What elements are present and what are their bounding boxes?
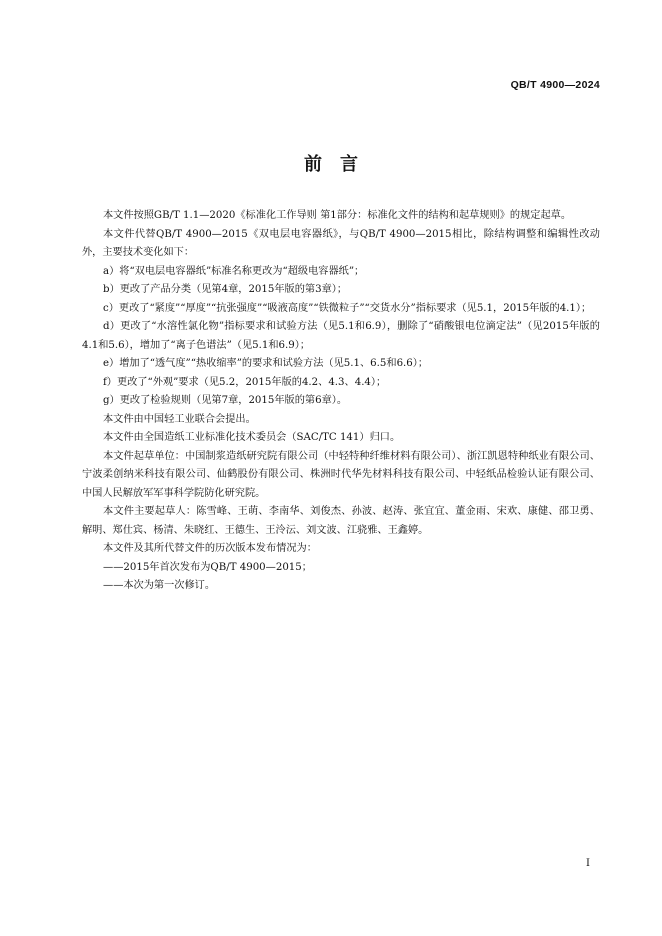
change-item-b: b）更改了产品分类（见第4章，2015年版的第3章）； xyxy=(103,284,348,295)
change-item-f: f）更改了“外观”要求（见5.2，2015年版的4.2、4.3、4.4）； xyxy=(103,376,387,388)
change-item-a: a）将“双电层电容器纸”标准名称更改为“超级电容器纸”； xyxy=(103,265,365,277)
page-title: 前 言 xyxy=(304,154,358,175)
paragraph-committee: 本文件由全国造纸工业标准化技术委员会（SAC/TC 141）归口。 xyxy=(103,432,401,443)
paragraph-drafting-rules: 本文件按照GB/T 1.1—2020《标准化工作导则 第1部分：标准化文件的结构和起草规则》的规定起草。 xyxy=(103,210,572,221)
change-item-e: e）增加了“透气度”“热收缩率”的要求和试验方法（见5.1、6.5和6.6）； xyxy=(103,358,429,369)
change-item-c: c）更改了“紧度”“厚度”“抗张强度”“吸液高度”“铁微粒子”“交货水分”指标要求（见5.1，2015年版的4.1）； xyxy=(103,302,592,314)
paragraph-replacement: 本文件代替QB/T 4900—2015《双电层电容器纸》，与QB/T 4900—2015相比，除结构调整和编辑性改动外，主要技术变化如下： xyxy=(82,228,600,258)
paragraph-proposer: 本文件由中国轻工业联合会提出。 xyxy=(103,413,256,425)
change-item-g: g）更改了检验规则（见第7章，2015年版的第6章）。 xyxy=(103,395,348,406)
history-item-2015: ——2015年首次发布为QB/T 4900—2015； xyxy=(103,561,312,573)
page-number: I xyxy=(586,858,590,869)
foreword-body xyxy=(82,207,600,596)
paragraph-history-intro: 本文件及其所代替文件的历次版本发布情况为： xyxy=(103,543,317,554)
history-item-current: ——本次为第一次修订。 xyxy=(103,580,216,591)
change-item-d: d）更改了“水溶性氯化物”指标要求和试验方法（见5.1和6.9），删除了“硝酸银电位滴定法”（见2015年版的4.1和5.6），增加了“离子色谱法”（见5.1和6.9）； xyxy=(82,321,600,351)
document-code: QB/T 4900—2024 xyxy=(510,79,600,91)
paragraph-drafters: 本文件主要起草人：陈雪峰、王萌、李南华、刘俊杰、孙波、赵涛、张宜宜、董金雨、宋欢、康健、邵卫勇、解明、郑仕宾、杨清、朱晓红、王德生、王泠沄、刘文波、江骁雅、王鑫婷。 xyxy=(82,506,600,536)
paragraph-drafting-units: 本文件起草单位：中国制浆造纸研究院有限公司（中轻特种纤维材料有限公司）、浙江凯恩特种纸业有限公司、宁波柔创纳米科技有限公司、仙鹤股份有限公司、株洲时代华先材料科技有限公司、中轻纸品检验认证有限公司、中国人民解放军军事科学院防化研究院。 xyxy=(82,450,600,499)
